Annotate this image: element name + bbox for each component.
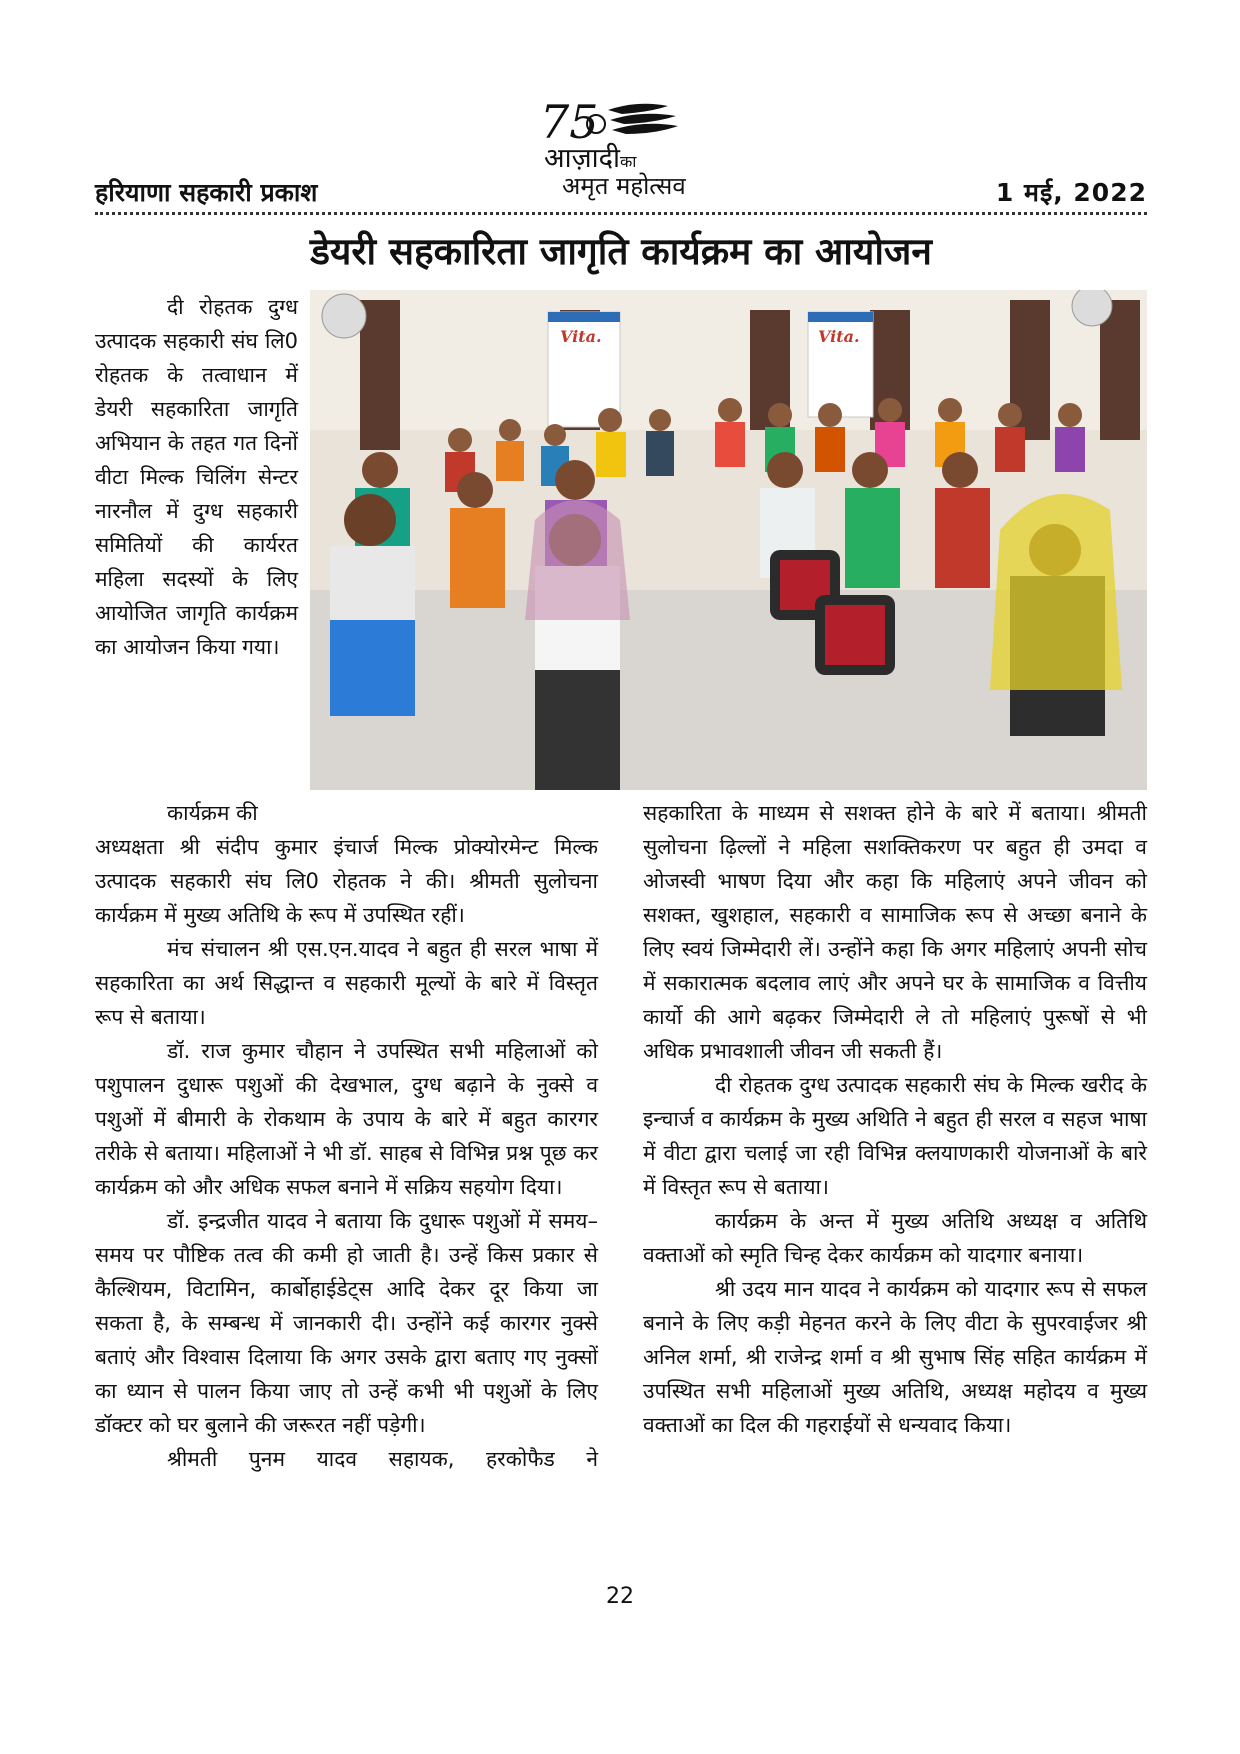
banner-brand-left: Vita. (560, 327, 602, 346)
article-paragraph: दी रोहतक दुग्ध उत्पादक सहकारी संघ लि0 रोहतक के तत्वाधान में डेयरी सहकारिता जागृति अभियान के तहत गत दिनों वीटा मिल्क चिलिंग सेन्टर नारनौल में दुग्ध सहकारी समितियों की कार्यरत महिला सदस्यों के लिए आयोजित जागृति कार्यक्रम का आयोजन किया गया। (95, 295, 298, 659)
event-photo (310, 290, 1147, 790)
logo-mark-icon (538, 96, 688, 146)
article-paragraph: कार्यक्रम के अन्त में मुख्य अतिथि अध्यक्ष व अतिथि वक्ताओं को स्मृति चिन्ह देकर कार्यक्रम को यादगार बनाया। (643, 1209, 1147, 1267)
article-paragraph: श्री उदय मान यादव ने कार्यक्रम को यादगार रूप से सफल बनाने के लिए कड़ी मेहनत करने के लिए वीटा के सुपरवाईजर श्री अनिल शर्मा, श्री राजेन्द्र शर्मा व श्री सुभाष सिंह सहित कार्यक्रम में उपस्थित सभी महिलाओं मुख्य अतिथि, अध्यक्ष महोदय व मुख्य वक्ताओं का दिल की गहराईयों से धन्यवाद किया। (643, 1277, 1147, 1437)
page-number: 22 (606, 1584, 634, 1609)
logo-word: आज़ादी (544, 143, 620, 174)
issue-date: 1 मई, 2022 (995, 178, 1147, 207)
article-left-column (95, 830, 598, 1476)
article-paragraph: सहकारिता के माध्यम से सशक्त होने के बारे में बताया। श्रीमती सुलोचना ढ़िल्लों ने महिला सशक्तिकरण पर बहुत ही उमदा व ओजस्वी भाषण दिया और कहा कि महिलाएं अपने जीवन को सशक्त, खुशहाल, सहकारी व सामाजिक रूप से अच्छा बनाने के लिए स्वयं जिम्मेदारी लें। उन्होंने कहा कि अगर महिलाएं अपनी सोच में सकारात्मक बदलाव लाएं और अपने घर के सामाजिक व वित्तीय कार्यो की आगे बढ़कर जिम्मेदारी ले तो महिलाएं पुरूषों से भी अधिक प्रभावशाली जीवन जी सकती हैं। (643, 801, 1147, 1063)
article-paragraph: मंच संचालन श्री एस.एन.यादव ने बहुत ही सरल भाषा में सहकारिता का अर्थ सिद्धान्त व सहकारी मूल्यों के बारे में विस्तृत रूप से बताया। (95, 937, 598, 1029)
logo-text-mahotsav: अमृत महोत्सव (562, 172, 686, 200)
article-headline: डेयरी सहकारिता जागृति कार्यक्रम का आयोजन (310, 230, 932, 273)
header-divider (95, 212, 1147, 215)
article-right-column (643, 796, 1147, 1442)
flag-stripe-icon (608, 104, 668, 114)
flag-stripe-icon (610, 114, 676, 124)
article-intro-paragraph (95, 290, 298, 664)
flag-stripe-icon (612, 124, 678, 134)
article-paragraph: अध्यक्षता श्री संदीप कुमार इंचार्ज मिल्क प्रोक्योरमेन्ट मिल्क उत्पादक सहकारी संघ लि0 रोहतक ने की। श्रीमती सुलोचना कार्यक्रम में मुख्य अतिथि के रूप में उपस्थित रहीं। (95, 835, 598, 927)
publication-name: हरियाणा सहकारी प्रकाश (95, 178, 318, 207)
azadi-amrit-mahotsav-logo (528, 96, 708, 206)
article-paragraph: डॉ. इन्द्रजीत यादव ने बताया कि दुधारू पशुओं में समय–समय पर पौष्टिक तत्व की कमी हो जाती है। उन्हें किस प्रकार से कैल्शियम, विटामिन, कार्बोहाईडेट्स आदि देकर दूर किया जा सकता है, के सम्बन्ध में जानकारी दी। उन्होंने कई कारगर नुक्से बताएं और विश्वास दिलाया कि अगर उसके द्वारा बताए गए नुक्सों का ध्यान से पालन किया जाए तो उन्हें कभी भी पशुओं के लिए डॉक्टर को घर बुलाने की जरूरत नहीं पड़ेगी। (95, 1209, 598, 1437)
banner-brand-right: Vita. (818, 327, 860, 346)
event-photo-illustration (310, 290, 1147, 790)
article-paragraph: श्रीमती पुनम यादव सहायक, हरकोफैड ने (167, 1447, 598, 1471)
article-paragraph: दी रोहतक दुग्ध उत्पादक सहकारी संघ के मिल्क खरीद के इन्चार्ज व कार्यक्रम के मुख्य अथिति ने बहुत ही सरल व सहज भाषा में वीटा द्वारा चलाई जा रही विभिन्न क्लयाणकारी योजनाओं के बारे में विस्तृत रूप से बताया। (643, 1073, 1147, 1199)
article-paragraph-2-start: कार्यक्रम की (167, 801, 258, 825)
logo-word-small: का (619, 152, 637, 171)
logo-mark-number: 75 (540, 96, 599, 146)
article-paragraph: डॉ. राज कुमार चौहान ने उपस्थित सभी महिलाओं को पशुपालन दुधारू पशुओं की देखभाल, दुग्ध बढ़ाने के नुक्से व पशुओं में बीमारी के रोकथाम के उपाय के बारे में बहुत कारगर तरीके से बताया। महिलाओं ने भी डॉ. साहब से विभिन्न प्रश्न पूछ कर कार्यक्रम को और अधिक सफल बनाने में सक्रिय सहयोग दिया। (95, 1039, 598, 1199)
